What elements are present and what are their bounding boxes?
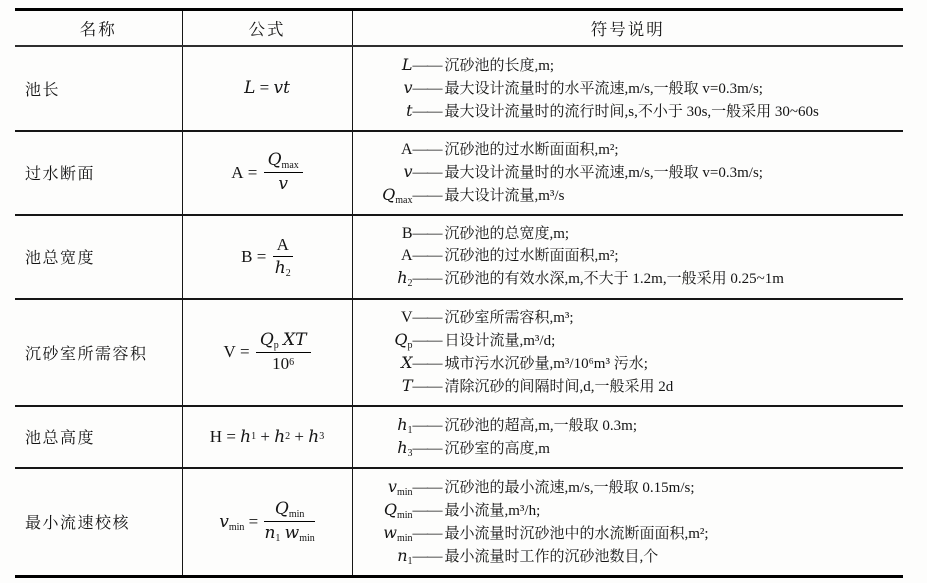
formula-token: Q — [394, 329, 408, 349]
formula-token: h — [397, 414, 408, 434]
symbol-description: 沉砂池的长度,m; — [444, 57, 555, 74]
formula — [219, 500, 315, 543]
symbol-description: 清除沉砂的间隔时间,d,一般采用 2d — [444, 378, 674, 395]
symbol — [365, 499, 413, 521]
formula-token: + — [290, 426, 309, 446]
symbol — [365, 545, 413, 567]
symbol-description: 沉砂池的有效水深,m,不大于 1.2m,一般采用 0.25~1m — [444, 271, 784, 287]
formula-token: V — [223, 342, 236, 361]
formula-lhs — [219, 512, 262, 532]
formula-token: A — [276, 234, 289, 254]
symbol-description: 沉砂室所需容积,m³; — [444, 309, 574, 326]
symbol-line — [365, 184, 896, 207]
symbol-description: 最小流量时工作的沉砂池数目,个 — [444, 548, 659, 565]
symbol — [365, 77, 413, 99]
fraction-denominator — [264, 522, 314, 543]
row-symbol-explanations-cell — [352, 299, 903, 406]
symbol-line — [365, 522, 896, 545]
formula-token: = — [244, 511, 263, 531]
table-row — [15, 299, 903, 406]
symbol-dash: —— — [412, 56, 442, 74]
symbol-dash: —— — [412, 102, 442, 120]
formula-token: T — [295, 330, 307, 351]
symbol-line — [365, 245, 896, 267]
formula-token: Q — [267, 150, 282, 171]
formula-token: v — [273, 78, 284, 98]
symbol-dash: —— — [412, 79, 442, 97]
formula-token: min — [396, 532, 413, 544]
formula-token: V — [400, 308, 413, 326]
row-symbol-explanations-cell — [352, 406, 903, 468]
symbol-description: 最大设计流量时的水平流速,m/s,一般取 v=0.3m/s; — [444, 164, 763, 181]
formula — [231, 151, 303, 194]
symbol-line — [365, 161, 896, 184]
formula-token: = — [222, 426, 241, 446]
symbol-description: 最小流量,m³/h; — [444, 502, 541, 519]
formula-token: A — [231, 162, 244, 182]
row-name-cell: 池总高度 — [15, 406, 182, 468]
symbol-description: 日设计流量,m³/d; — [444, 332, 556, 349]
formula-lhs — [241, 247, 270, 267]
symbol-line — [365, 54, 896, 77]
formula-token: h — [274, 426, 286, 447]
formula-token: 1 — [275, 533, 281, 544]
symbol — [365, 100, 413, 122]
row-formula-cell — [182, 131, 352, 215]
symbol-description: 沉砂池的总宽度,m; — [444, 226, 570, 242]
formula-token: T — [401, 375, 413, 395]
formula-token: 6 — [289, 357, 295, 368]
formula-token: max — [395, 194, 413, 206]
fraction-numerator — [264, 151, 303, 173]
formula-token: t — [406, 100, 413, 120]
symbol-dash: —— — [412, 354, 442, 372]
formula-token: max — [281, 160, 299, 172]
symbol-line — [365, 100, 896, 123]
row-name-cell: 沉砂室所需容积 — [15, 299, 182, 406]
table-row — [15, 131, 903, 215]
symbol-description: 最小流量时沉砂池中的水流断面面积,m²; — [444, 525, 709, 542]
symbol-dash: —— — [412, 247, 442, 264]
fraction — [264, 500, 314, 543]
fraction-numerator — [264, 500, 314, 522]
symbol — [365, 223, 413, 244]
formula-token: 3 — [407, 447, 413, 459]
symbol-line — [365, 476, 896, 499]
symbol-description: 沉砂池的最小流速,m/s,一般取 0.15m/s; — [444, 479, 695, 496]
col-header-symbol-explanation: 符号说明 — [590, 19, 665, 39]
symbol-dash: —— — [412, 225, 442, 242]
fraction — [256, 331, 311, 373]
symbol — [365, 437, 413, 459]
formula-token: 1 — [407, 424, 413, 436]
col-header-formula: 公式 — [182, 10, 352, 46]
table-row — [15, 215, 903, 299]
symbol-dash: —— — [412, 416, 442, 434]
symbol-description: 最大设计流量时的流行时间,s,不小于 30s,一般采用 30~60s — [444, 103, 819, 120]
fraction-numerator — [273, 236, 293, 257]
row-symbol-explanations-cell — [352, 468, 903, 577]
symbol — [365, 245, 413, 266]
symbol — [365, 375, 413, 397]
formula-token: h — [274, 257, 286, 278]
fraction-numerator — [256, 331, 311, 353]
symbol-dash: —— — [412, 140, 442, 158]
formula-token: 10 — [272, 354, 290, 373]
symbol — [365, 476, 413, 498]
row-formula-cell — [182, 215, 352, 299]
symbol-dash: —— — [412, 501, 442, 519]
formula-token: min — [396, 486, 413, 498]
table-row — [15, 406, 903, 468]
symbol-description: 沉砂室的高度,m — [444, 440, 550, 457]
row-formula-cell — [182, 468, 352, 577]
symbol-dash: —— — [412, 163, 442, 181]
symbol — [365, 329, 413, 351]
symbol-line — [365, 499, 896, 522]
formula-token: = — [252, 246, 271, 266]
formula-token: = — [235, 342, 254, 361]
formula-token: v — [403, 77, 413, 97]
formula-token: X — [401, 352, 413, 372]
symbol-dash: —— — [412, 478, 442, 496]
symbol-dash: —— — [412, 308, 442, 326]
row-name-cell: 过水断面 — [15, 131, 182, 215]
symbol-dash: —— — [412, 524, 442, 542]
formula-token: min — [228, 521, 245, 533]
row-formula-cell — [182, 299, 352, 406]
symbol-dash: —— — [412, 331, 442, 349]
symbol — [365, 307, 413, 328]
formula-token: B — [401, 225, 413, 242]
formula-token: Q — [274, 499, 289, 520]
formula-token: p — [273, 340, 279, 352]
symbol — [365, 352, 413, 374]
formula-token: A — [400, 247, 413, 264]
row-symbol-explanations-cell — [352, 46, 903, 131]
formula-token: X — [283, 330, 296, 351]
formula-token: 1 — [407, 555, 413, 567]
formula-token: h — [397, 437, 408, 457]
formula-token: h — [397, 268, 408, 287]
formula-token: B — [241, 246, 253, 266]
formula-token: w — [383, 522, 397, 542]
row-name-cell: 最小流速校核 — [15, 468, 182, 577]
grit-chamber-design-table — [15, 8, 903, 578]
formula-token: n — [264, 523, 276, 543]
formula-lhs — [231, 163, 261, 183]
formula-token: h — [308, 426, 320, 447]
fraction — [273, 236, 293, 278]
row-name-cell: 池总宽度 — [15, 215, 182, 299]
formula: H = h 1 + h 2 + h 3 — [209, 426, 325, 447]
symbol-dash: —— — [412, 377, 442, 395]
formula-token: A — [400, 140, 413, 158]
fraction-denominator — [264, 173, 303, 194]
formula-token: min — [288, 509, 305, 521]
symbol-description: 最大设计流量时的水平流速,m/s,一般取 v=0.3m/s; — [444, 80, 763, 97]
symbol-description: 最大设计流量,m³/s — [444, 187, 565, 204]
formula-token: p — [407, 339, 413, 351]
col-header-name: 名称 — [15, 10, 182, 46]
formula — [223, 331, 310, 373]
formula-token: t — [283, 78, 290, 98]
formula-token: v — [387, 476, 397, 496]
table-body — [15, 46, 903, 577]
symbol-line — [365, 437, 896, 460]
row-formula-cell — [182, 406, 352, 468]
symbol-line — [365, 329, 896, 352]
symbol — [365, 522, 413, 544]
formula-token: + — [256, 426, 275, 446]
formula-token: w — [284, 523, 300, 543]
symbol — [365, 184, 413, 206]
formula-token: Q — [382, 184, 396, 204]
formula-lhs — [223, 342, 253, 362]
formula-token: Q — [383, 499, 397, 519]
formula-token: = — [243, 162, 262, 182]
row-formula-cell — [182, 46, 352, 131]
formula-token: 2 — [407, 278, 413, 289]
symbol-line — [365, 139, 896, 161]
formula-token: h — [240, 426, 252, 447]
formula-token: L — [244, 78, 256, 98]
header-row — [15, 10, 903, 46]
formula-token: v — [219, 511, 229, 532]
symbol-description: 沉砂池的超高,m,一般取 0.3m; — [444, 417, 638, 434]
formula-token: Q — [259, 330, 274, 351]
symbol-line — [365, 375, 896, 398]
fraction-denominator — [273, 257, 293, 278]
symbol-description: 沉砂池的过水断面面积,m²; — [444, 141, 619, 158]
fraction — [264, 151, 303, 194]
symbol-dash: —— — [412, 439, 442, 457]
symbol-line — [365, 267, 896, 290]
symbol-line — [365, 352, 896, 375]
formula-token: L — [401, 54, 413, 74]
symbol-description: 城市污水沉砂量,m³/10⁶m³ 污水; — [444, 355, 648, 372]
formula-token: v — [403, 161, 413, 181]
symbol-dash: —— — [412, 270, 442, 287]
table-row — [15, 468, 903, 577]
fraction-denominator — [256, 353, 311, 373]
formula — [241, 236, 293, 278]
symbol-description: 沉砂池的过水断面面积,m²; — [444, 248, 619, 264]
symbol-line — [365, 414, 896, 437]
row-symbol-explanations-cell — [352, 215, 903, 299]
symbol — [365, 267, 413, 289]
formula-token: 2 — [285, 267, 291, 279]
symbol — [365, 54, 413, 76]
symbol — [365, 414, 413, 436]
formula-token: H — [209, 426, 223, 446]
row-name-cell: 池长 — [15, 46, 182, 131]
row-symbol-explanations-cell — [352, 131, 903, 215]
symbol — [365, 139, 413, 160]
symbol-line — [365, 77, 896, 100]
symbol-dash: —— — [412, 186, 442, 204]
formula-token: min — [299, 533, 315, 544]
symbol-line — [365, 307, 896, 329]
formula-token: n — [397, 545, 408, 565]
symbol — [365, 161, 413, 183]
symbol-line — [365, 223, 896, 245]
formula-token: min — [396, 509, 413, 521]
symbol-dash: —— — [412, 547, 442, 565]
table-header — [15, 10, 903, 46]
table-row — [15, 46, 903, 131]
formula-token: v — [278, 174, 288, 194]
formula — [244, 78, 290, 98]
formula-token: = — [255, 78, 274, 97]
symbol-line — [365, 545, 896, 568]
